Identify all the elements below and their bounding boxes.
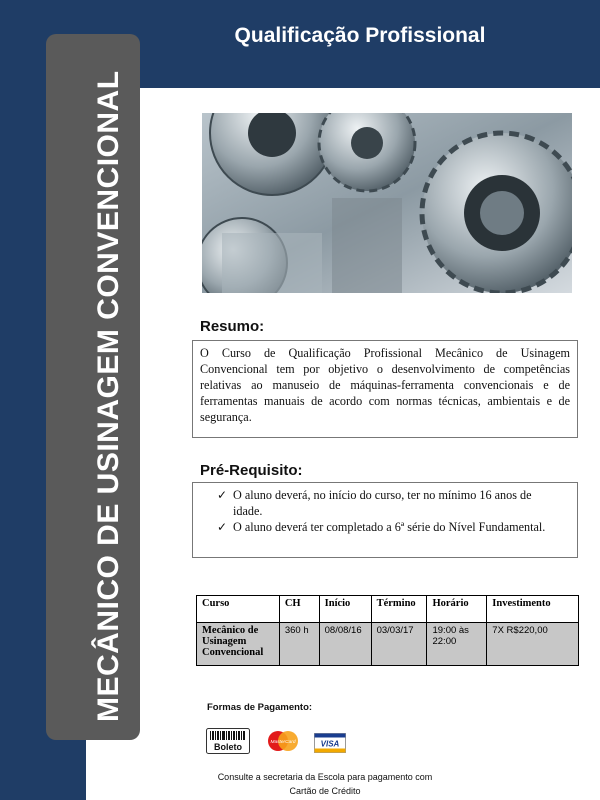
prerequisito-title: Pré-Requisito: [200, 462, 303, 479]
gears-photo [202, 113, 572, 293]
list-item: ✓ O aluno deverá ter completado a 6ª série do Nível Fundamental. [217, 520, 546, 534]
cell-curso: Mecânico de Usinagem Convencional [197, 623, 280, 666]
header-curso: Curso [197, 596, 280, 623]
resumo-title: Resumo: [200, 318, 265, 335]
payment-title: Formas de Pagamento: [207, 702, 313, 713]
payment-note: Consulte a secretaria da Escola para pagamento com Cartão de Crédito [217, 772, 433, 796]
header-ch: CH [279, 596, 319, 623]
header-investimento: Investimento [487, 596, 579, 623]
cell-termino: 03/03/17 [371, 623, 427, 666]
table-row [197, 623, 579, 666]
mastercard-icon [266, 730, 300, 752]
boleto-icon [206, 728, 250, 754]
header-inicio: Início [319, 596, 371, 623]
prerequisito-box [192, 482, 578, 558]
vertical-course-title: MECÂNICO DE USINAGEM CONVENCIONAL [92, 70, 125, 722]
page-title: Qualificação Profissional [234, 24, 486, 47]
svg-text:MasterCard: MasterCard [270, 740, 296, 745]
gear-center-icon [319, 113, 415, 191]
cell-inicio: 08/08/16 [319, 623, 371, 666]
cell-investimento: 7X R$220,00 [487, 623, 579, 666]
list-item: ✓ O aluno deverá, no início do curso, ter no mínimo 16 anos de idade. [217, 488, 532, 518]
checkmark-icon: ✓ [217, 520, 228, 534]
svg-text:Boleto: Boleto [214, 742, 242, 752]
course-table [196, 595, 579, 666]
resumo-text-box: O Curso de Qualificação Profissional Mecânico de Usinagem Convencional tem por objetivo o desenvolvimento de competências relativas ao manuseio de máquinas-ferramenta convencionais e de ferramentas manuais de acordo com normas técnicas, ambientais e de segurança. [192, 340, 578, 438]
table-header-row [197, 596, 579, 623]
svg-text:VISA: VISA [320, 739, 340, 749]
checkmark-icon: ✓ [217, 488, 228, 502]
visa-icon [314, 733, 346, 753]
header-termino: Término [371, 596, 427, 623]
header-horario: Horário [427, 596, 487, 623]
cell-horario: 19:00 às 22:00 [427, 623, 487, 666]
cell-ch: 360 h [279, 623, 319, 666]
